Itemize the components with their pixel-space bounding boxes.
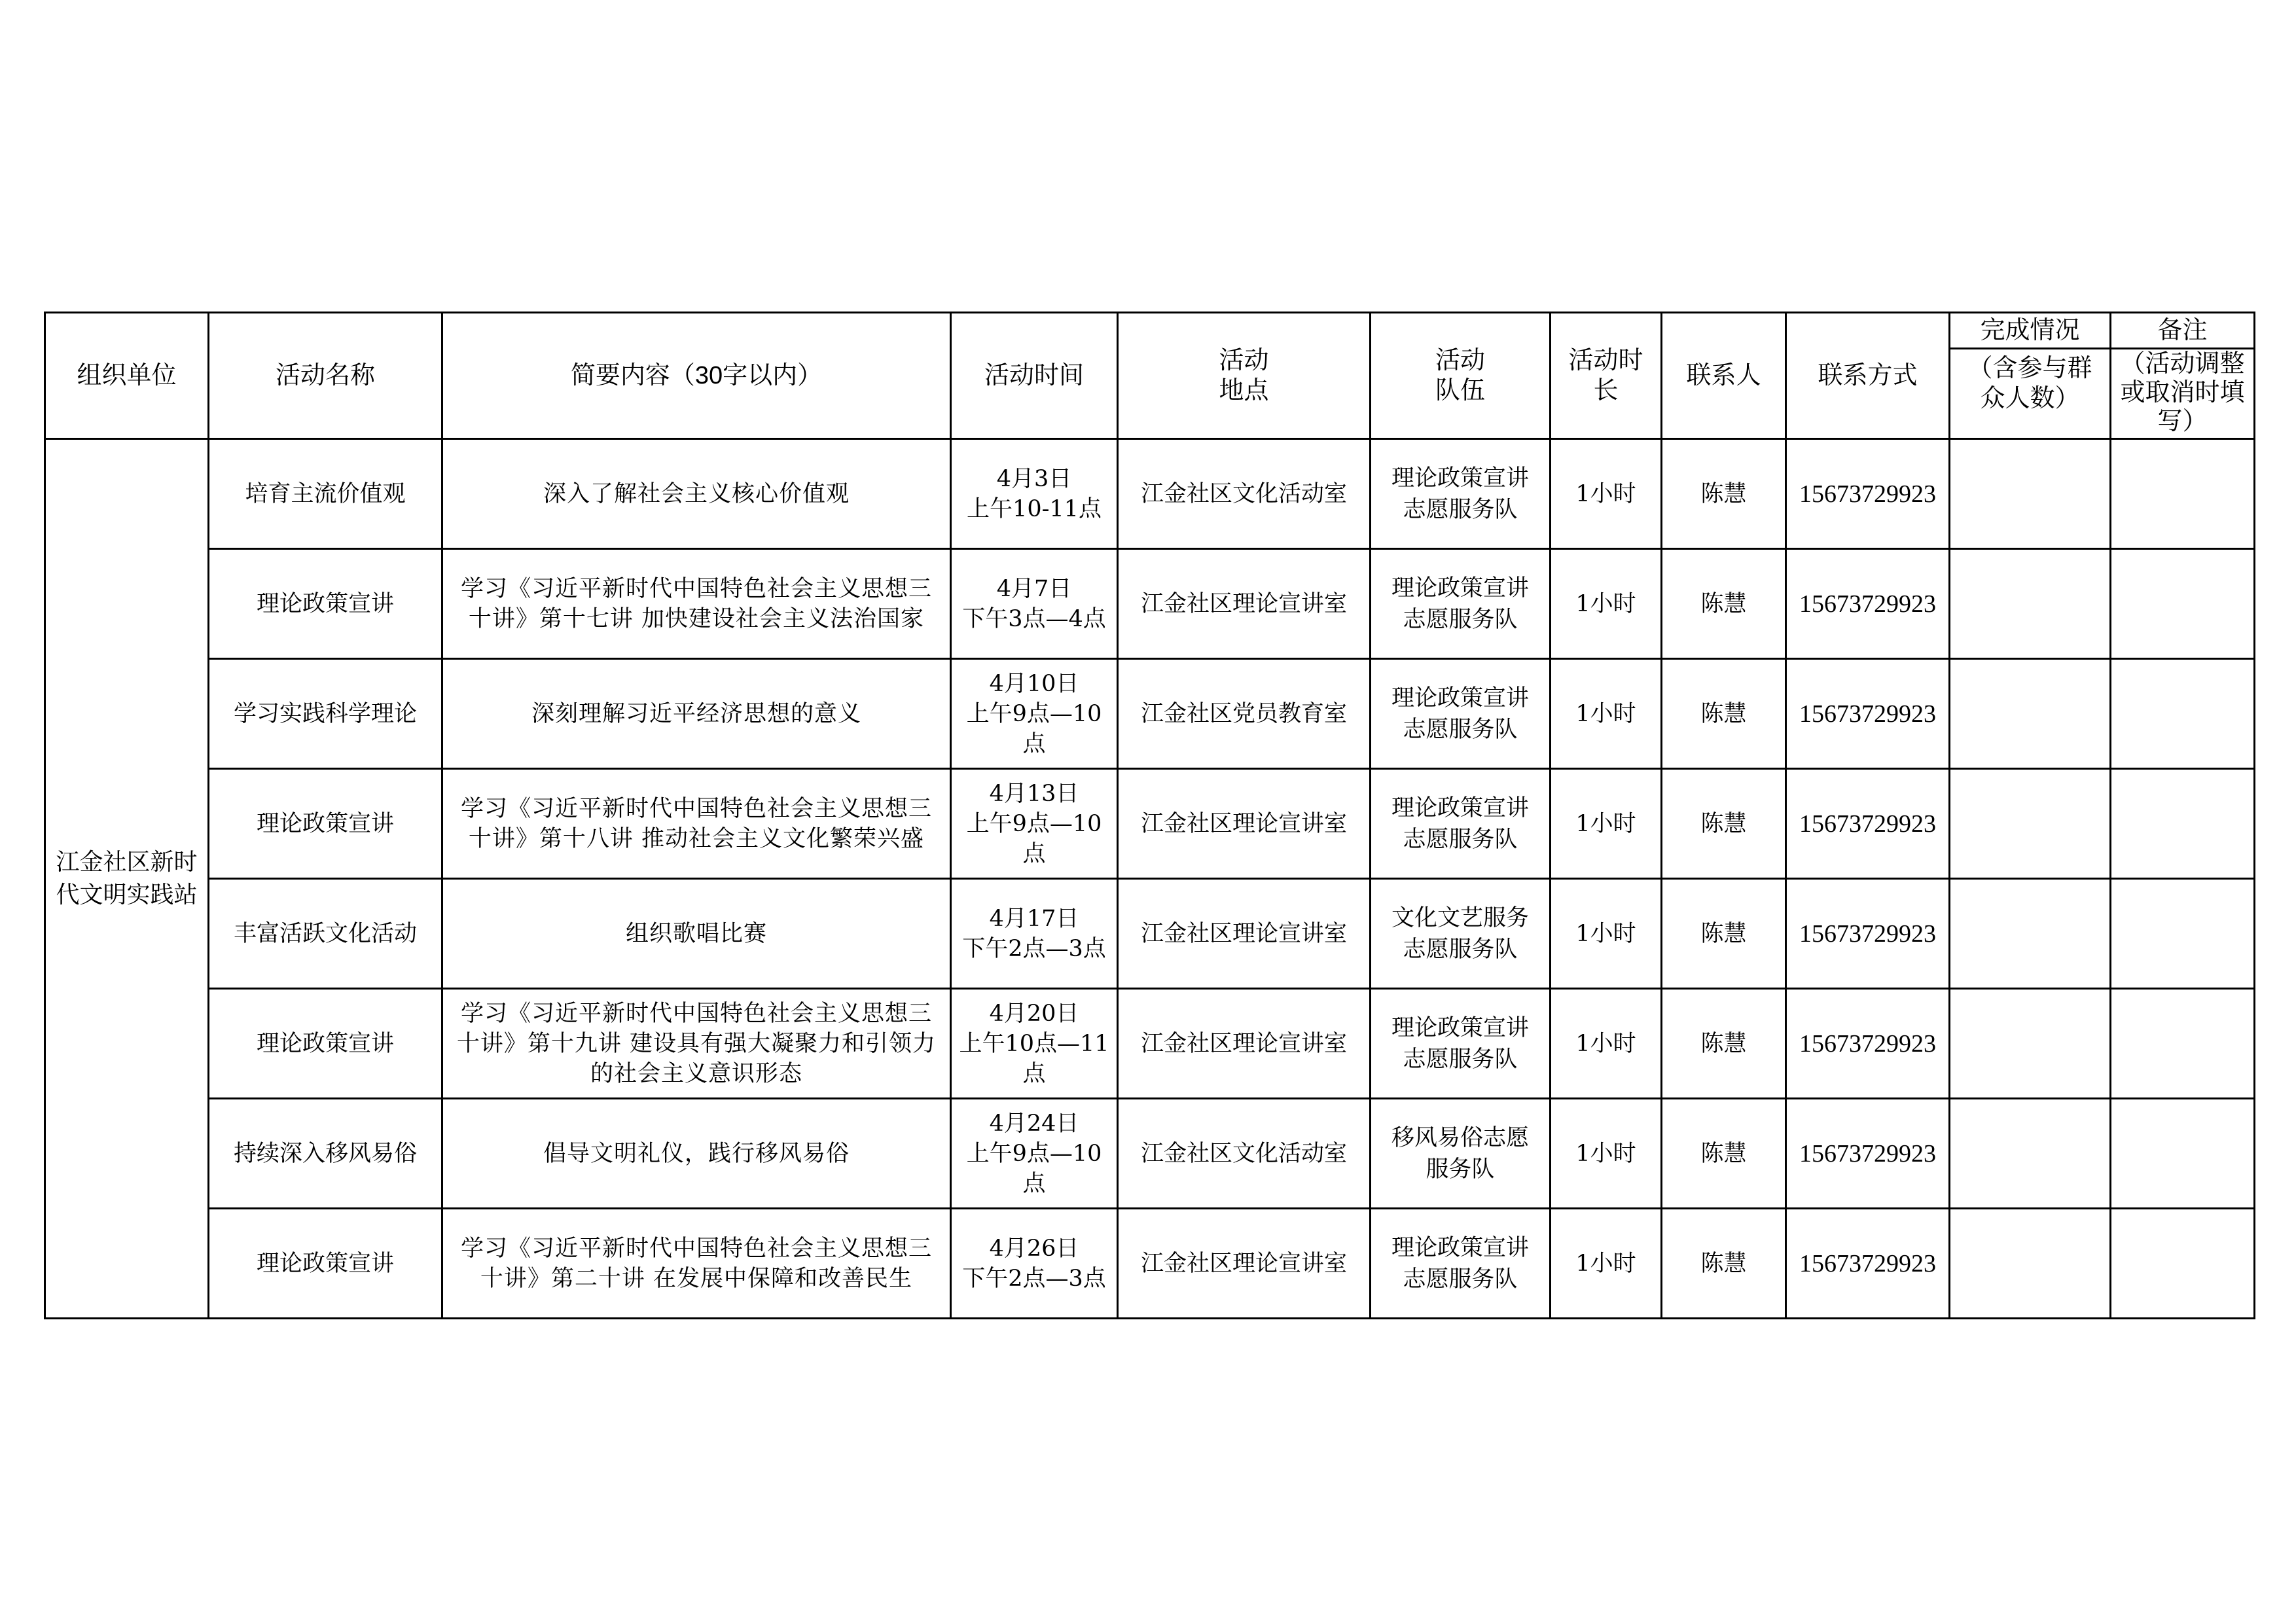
header-remark-title: 备注 <box>2111 313 2255 349</box>
remark-cell <box>2111 549 2255 659</box>
place-cell: 江金社区党员教育室 <box>1118 659 1371 769</box>
content-cell: 组织歌唱比赛 <box>442 879 951 989</box>
time-cell: 4月3日 上午10-11点 <box>951 439 1118 549</box>
remark-cell <box>2111 879 2255 989</box>
contact-person-cell: 陈慧 <box>1662 439 1786 549</box>
table-row <box>45 1209 2255 1319</box>
team-cell: 理论政策宣讲 志愿服务队 <box>1371 769 1551 879</box>
duration-cell: 1小时 <box>1551 1209 1662 1319</box>
content-cell: 学习《习近平新时代中国特色社会主义思想三十讲》第十九讲 建设具有强大凝聚力和引领力的社会主义意识形态 <box>442 989 951 1099</box>
completion-cell <box>1950 989 2111 1099</box>
duration-cell: 1小时 <box>1551 1099 1662 1209</box>
header-completion-title: 完成情况 <box>1950 313 2111 349</box>
org-unit-cell: 江金社区新时 代文明实践站 <box>45 439 209 1319</box>
content-cell: 深入了解社会主义核心价值观 <box>442 439 951 549</box>
completion-cell <box>1950 879 2111 989</box>
duration-cell: 1小时 <box>1551 439 1662 549</box>
completion-cell <box>1950 439 2111 549</box>
table-body <box>45 439 2255 1319</box>
content-cell: 学习《习近平新时代中国特色社会主义思想三十讲》第二十讲 在发展中保障和改善民生 <box>442 1209 951 1319</box>
time-cell: 4月26日 下午2点—3点 <box>951 1209 1118 1319</box>
team-cell: 移风易俗志愿 服务队 <box>1371 1099 1551 1209</box>
header-remark <box>2111 313 2255 439</box>
place-cell: 江金社区理论宣讲室 <box>1118 879 1371 989</box>
team-cell: 理论政策宣讲 志愿服务队 <box>1371 1209 1551 1319</box>
phone-cell: 15673729923 <box>1786 659 1950 769</box>
header-remark-note: （活动调整 或取消时填 写） <box>2120 350 2245 435</box>
table-row <box>45 879 2255 989</box>
place-cell: 江金社区文化活动室 <box>1118 439 1371 549</box>
activity-name-cell: 理论政策宣讲 <box>209 1209 442 1319</box>
phone-cell: 15673729923 <box>1786 1099 1950 1209</box>
contact-person-cell: 陈慧 <box>1662 1099 1786 1209</box>
completion-cell <box>1950 769 2111 879</box>
phone-cell: 15673729923 <box>1786 549 1950 659</box>
team-cell: 理论政策宣讲 志愿服务队 <box>1371 659 1551 769</box>
activity-name-cell: 丰富活跃文化活动 <box>209 879 442 989</box>
table-row <box>45 659 2255 769</box>
time-cell: 4月10日 上午9点—10 点 <box>951 659 1118 769</box>
phone-cell: 15673729923 <box>1786 879 1950 989</box>
duration-cell: 1小时 <box>1551 769 1662 879</box>
activity-schedule-table <box>44 312 2255 1319</box>
table-row <box>45 769 2255 879</box>
remark-cell <box>2111 1099 2255 1209</box>
activity-name-cell: 理论政策宣讲 <box>209 989 442 1099</box>
duration-cell: 1小时 <box>1551 989 1662 1099</box>
phone-cell: 15673729923 <box>1786 439 1950 549</box>
activity-name-cell: 理论政策宣讲 <box>209 769 442 879</box>
contact-person-cell: 陈慧 <box>1662 659 1786 769</box>
place-cell: 江金社区文化活动室 <box>1118 1099 1371 1209</box>
contact-person-cell: 陈慧 <box>1662 879 1786 989</box>
header-org: 组织单位 <box>45 313 209 439</box>
contact-person-cell: 陈慧 <box>1662 549 1786 659</box>
header-contact-method: 联系方式 <box>1786 313 1950 439</box>
time-cell: 4月7日 下午3点—4点 <box>951 549 1118 659</box>
time-cell: 4月24日 上午9点—10 点 <box>951 1099 1118 1209</box>
header-completion <box>1950 313 2111 439</box>
place-cell: 江金社区理论宣讲室 <box>1118 1209 1371 1319</box>
phone-cell: 15673729923 <box>1786 1209 1950 1319</box>
header-duration: 活动时 长 <box>1551 313 1662 439</box>
place-cell: 江金社区理论宣讲室 <box>1118 989 1371 1099</box>
team-cell: 理论政策宣讲 志愿服务队 <box>1371 989 1551 1099</box>
header-completion-note: （含参与群 众人数） <box>1967 355 2092 412</box>
header-time: 活动时间 <box>951 313 1118 439</box>
completion-cell <box>1950 1209 2111 1319</box>
phone-cell: 15673729923 <box>1786 989 1950 1099</box>
place-cell: 江金社区理论宣讲室 <box>1118 549 1371 659</box>
activity-name-cell: 培育主流价值观 <box>209 439 442 549</box>
remark-cell <box>2111 439 2255 549</box>
content-cell: 深刻理解习近平经济思想的意义 <box>442 659 951 769</box>
phone-cell: 15673729923 <box>1786 769 1950 879</box>
table-row <box>45 549 2255 659</box>
header-row <box>45 313 2255 439</box>
content-cell: 倡导文明礼仪，践行移风易俗 <box>442 1099 951 1209</box>
duration-cell: 1小时 <box>1551 879 1662 989</box>
time-cell: 4月20日 上午10点—11 点 <box>951 989 1118 1099</box>
header-activity-name: 活动名称 <box>209 313 442 439</box>
header-place: 活动 地点 <box>1118 313 1371 439</box>
remark-cell <box>2111 1209 2255 1319</box>
table-row <box>45 989 2255 1099</box>
activity-name-cell: 持续深入移风易俗 <box>209 1099 442 1209</box>
content-cell: 学习《习近平新时代中国特色社会主义思想三十讲》第十七讲 加快建设社会主义法治国家 <box>442 549 951 659</box>
table-row <box>45 1099 2255 1209</box>
duration-cell: 1小时 <box>1551 659 1662 769</box>
completion-cell <box>1950 549 2111 659</box>
remark-cell <box>2111 769 2255 879</box>
header-content: 简要内容（30字以内） <box>442 313 951 439</box>
duration-cell: 1小时 <box>1551 549 1662 659</box>
time-cell: 4月17日 下午2点—3点 <box>951 879 1118 989</box>
contact-person-cell: 陈慧 <box>1662 769 1786 879</box>
activity-name-cell: 学习实践科学理论 <box>209 659 442 769</box>
activity-name-cell: 理论政策宣讲 <box>209 549 442 659</box>
team-cell: 理论政策宣讲 志愿服务队 <box>1371 549 1551 659</box>
content-cell: 学习《习近平新时代中国特色社会主义思想三十讲》第十八讲 推动社会主义文化繁荣兴盛 <box>442 769 951 879</box>
header-contact-person: 联系人 <box>1662 313 1786 439</box>
remark-cell <box>2111 659 2255 769</box>
team-cell: 理论政策宣讲 志愿服务队 <box>1371 439 1551 549</box>
time-cell: 4月13日 上午9点—10 点 <box>951 769 1118 879</box>
team-cell: 文化文艺服务 志愿服务队 <box>1371 879 1551 989</box>
completion-cell <box>1950 659 2111 769</box>
completion-cell <box>1950 1099 2111 1209</box>
contact-person-cell: 陈慧 <box>1662 1209 1786 1319</box>
header-team: 活动 队伍 <box>1371 313 1551 439</box>
table-row <box>45 439 2255 549</box>
contact-person-cell: 陈慧 <box>1662 989 1786 1099</box>
remark-cell <box>2111 989 2255 1099</box>
place-cell: 江金社区理论宣讲室 <box>1118 769 1371 879</box>
